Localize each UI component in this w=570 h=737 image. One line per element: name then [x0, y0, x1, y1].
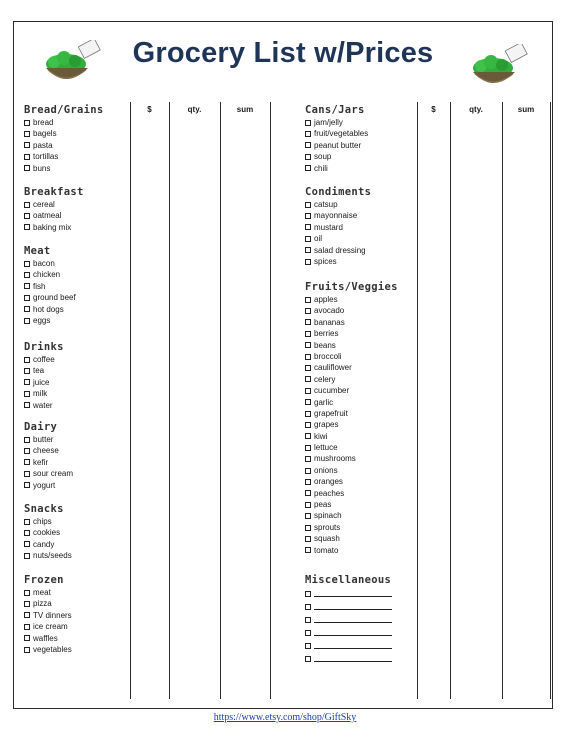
item-label: hot dogs [33, 304, 64, 314]
item-label: avocado [314, 306, 345, 316]
item-label: ice cream [33, 622, 68, 632]
category-section [305, 103, 368, 174]
item-label: oil [314, 234, 323, 244]
item-label: meat [33, 588, 51, 597]
write-in-line[interactable] [314, 622, 392, 623]
item-label: TV dinners [33, 610, 72, 620]
checkbox-icon[interactable] [305, 617, 311, 623]
item-label: bacon [33, 259, 55, 268]
grocery-item[interactable] [305, 117, 368, 128]
checkbox-icon[interactable] [24, 261, 30, 267]
grocery-item[interactable] [24, 644, 72, 655]
checkbox-icon[interactable] [305, 591, 311, 597]
category-heading: Meat [24, 245, 51, 257]
checkbox-icon[interactable] [24, 530, 30, 536]
write-in-line[interactable] [314, 648, 392, 649]
checkbox-icon[interactable] [305, 331, 311, 337]
category-section [24, 340, 64, 411]
grocery-item[interactable] [305, 587, 392, 600]
category-heading: Drinks [24, 341, 64, 353]
grocery-item[interactable] [305, 362, 398, 373]
shop-link[interactable]: https://www.etsy.com/shop/GiftSky [213, 712, 357, 723]
grocery-item[interactable] [24, 539, 72, 550]
item-label: bagels [33, 129, 57, 139]
grocery-item[interactable] [305, 453, 398, 464]
checkbox-icon[interactable] [305, 479, 311, 485]
item-label: soup [314, 152, 332, 162]
item-label: nuts/seeds [33, 551, 72, 561]
checkbox-icon[interactable] [24, 213, 30, 219]
category-section [24, 502, 72, 562]
column-divider [130, 102, 131, 699]
item-label: eggs [33, 315, 51, 325]
grocery-item[interactable] [24, 445, 73, 456]
checkbox-icon[interactable] [24, 612, 30, 618]
checkbox-icon[interactable] [305, 120, 311, 126]
checkbox-icon[interactable] [24, 459, 30, 465]
grocery-item[interactable] [24, 550, 72, 561]
column-divider [450, 102, 451, 699]
grocery-item[interactable] [305, 351, 398, 362]
grocery-item[interactable] [305, 163, 368, 174]
item-label: beans [314, 340, 336, 350]
grocery-item[interactable] [305, 510, 398, 521]
category-section [305, 280, 398, 556]
checkbox-icon[interactable] [305, 236, 311, 242]
checkbox-icon[interactable] [24, 402, 30, 408]
item-label: kefir [33, 457, 49, 467]
checkbox-icon[interactable] [24, 553, 30, 559]
item-label: pasta [33, 140, 53, 150]
sum-header: sum [236, 105, 254, 114]
item-label: baking mix [33, 222, 72, 232]
grocery-item[interactable] [305, 385, 398, 396]
grocery-item[interactable] [24, 151, 103, 162]
checkbox-icon[interactable] [24, 202, 30, 208]
grocery-item[interactable] [24, 354, 64, 365]
checkbox-icon[interactable] [24, 142, 30, 148]
checkbox-icon[interactable] [305, 131, 311, 137]
checkbox-icon[interactable] [305, 456, 311, 462]
item-label: kiwi [314, 431, 328, 441]
item-label: water [33, 400, 53, 410]
item-label: peanut butter [314, 140, 362, 150]
checkbox-icon[interactable] [24, 224, 30, 230]
grocery-item[interactable] [305, 256, 371, 267]
grocery-item[interactable] [305, 626, 392, 639]
grocery-item[interactable] [24, 621, 72, 632]
item-label: spices [314, 256, 337, 266]
grocery-item[interactable] [24, 365, 64, 376]
checkbox-icon[interactable] [24, 379, 30, 385]
item-label: grapefruit [314, 408, 348, 418]
checkbox-icon[interactable] [24, 154, 30, 160]
grocery-item[interactable] [24, 598, 72, 609]
grocery-item[interactable] [305, 199, 371, 210]
checkbox-icon[interactable] [305, 502, 311, 508]
item-label: yogurt [33, 480, 56, 490]
grocery-item[interactable] [305, 222, 371, 233]
checkbox-icon[interactable] [305, 468, 311, 474]
checkbox-icon[interactable] [305, 354, 311, 360]
checkbox-icon[interactable] [305, 202, 311, 208]
checkbox-icon[interactable] [305, 630, 311, 636]
item-label: chips [33, 517, 52, 526]
checkbox-icon[interactable] [24, 590, 30, 596]
item-label: garlic [314, 397, 334, 407]
category-heading: Cans/Jars [305, 104, 365, 116]
column-divider [270, 102, 271, 699]
checkbox-icon[interactable] [24, 624, 30, 630]
item-label: spinach [314, 511, 342, 521]
grocery-item[interactable] [305, 488, 398, 499]
item-label: ground beef [33, 293, 76, 303]
grocery-item[interactable] [305, 522, 398, 533]
checkbox-icon[interactable] [305, 411, 311, 417]
item-label: tortillas [33, 152, 59, 162]
grocery-item[interactable] [24, 388, 64, 399]
item-label: milk [33, 389, 48, 399]
item-label: chili [314, 163, 328, 173]
item-label: mustard [314, 222, 343, 232]
item-label: candy [33, 539, 55, 549]
checkbox-icon[interactable] [24, 519, 30, 525]
item-label: sprouts [314, 522, 341, 532]
category-heading: Fruits/Veggies [305, 281, 398, 293]
category-heading: Snacks [24, 503, 64, 515]
grocery-item[interactable] [24, 400, 64, 411]
item-label: mayonnaise [314, 211, 358, 221]
category-section [24, 103, 103, 174]
item-label: juice [33, 377, 50, 387]
checkbox-icon[interactable] [305, 247, 311, 253]
item-label: lettuce [314, 443, 338, 453]
grocery-item[interactable] [24, 527, 72, 538]
grocery-item[interactable] [305, 317, 398, 328]
grocery-item[interactable] [305, 431, 398, 442]
grocery-item[interactable] [305, 613, 392, 626]
grocery-item[interactable] [305, 408, 398, 419]
item-label: bread [33, 118, 54, 127]
grocery-item[interactable] [305, 419, 398, 430]
checkbox-icon[interactable] [305, 165, 311, 171]
item-label: cheese [33, 446, 59, 456]
write-in-line[interactable] [314, 661, 392, 662]
checkbox-icon[interactable] [24, 357, 30, 363]
grocery-item[interactable] [24, 587, 72, 598]
grocery-item[interactable] [305, 600, 392, 613]
item-label: oranges [314, 477, 343, 487]
grocery-item[interactable] [24, 610, 72, 621]
item-label: celery [314, 374, 336, 384]
checkbox-icon[interactable] [305, 308, 311, 314]
category-heading: Bread/Grains [24, 104, 104, 116]
item-label: vegetables [33, 644, 72, 654]
checkbox-icon[interactable] [24, 283, 30, 289]
item-label: onions [314, 465, 338, 475]
grocery-item[interactable] [305, 340, 398, 351]
item-label: tea [33, 366, 45, 376]
grocery-item[interactable] [305, 294, 398, 305]
grocery-item[interactable] [305, 305, 398, 316]
grocery-item[interactable] [305, 397, 398, 408]
column-divider [220, 102, 221, 699]
checkbox-icon[interactable] [24, 482, 30, 488]
column-divider [550, 102, 551, 699]
grocery-item[interactable] [24, 281, 76, 292]
grocery-item[interactable] [305, 245, 371, 256]
category-heading: Miscellaneous [305, 574, 392, 586]
item-label: buns [33, 163, 51, 173]
checkbox-icon[interactable] [24, 272, 30, 278]
item-label: catsup [314, 200, 338, 209]
item-label: cauliflower [314, 363, 352, 373]
checkbox-icon[interactable] [305, 399, 311, 405]
grocery-item[interactable] [305, 374, 398, 385]
checkbox-icon[interactable] [24, 295, 30, 301]
write-in-line[interactable] [314, 596, 392, 597]
checkbox-icon[interactable] [305, 433, 311, 439]
qty-header: qty. [469, 105, 483, 114]
item-label: cereal [33, 200, 55, 209]
checkbox-icon[interactable] [24, 635, 30, 641]
item-label: cookies [33, 528, 61, 538]
grocery-item[interactable] [24, 516, 72, 527]
write-in-line[interactable] [314, 609, 392, 610]
checkbox-icon[interactable] [305, 536, 311, 542]
item-label: waffles [33, 633, 58, 643]
checkbox-icon[interactable] [305, 365, 311, 371]
grocery-item[interactable] [305, 499, 398, 510]
checkbox-icon[interactable] [24, 448, 30, 454]
item-label: mushrooms [314, 454, 356, 464]
grocery-item[interactable] [24, 457, 73, 468]
checkbox-icon[interactable] [24, 647, 30, 653]
category-section [24, 185, 84, 233]
checkbox-icon[interactable] [24, 120, 30, 126]
grocery-item[interactable] [24, 315, 76, 326]
page-title: Grocery List w/Prices [132, 37, 434, 69]
grocery-item[interactable] [24, 210, 84, 221]
grocery-item[interactable] [24, 434, 73, 445]
grocery-item[interactable] [24, 480, 73, 491]
checkbox-icon[interactable] [305, 525, 311, 531]
item-label: broccoli [314, 351, 342, 361]
item-label: cucumber [314, 386, 350, 396]
grocery-item[interactable] [305, 210, 371, 221]
checkbox-icon[interactable] [305, 547, 311, 553]
grocery-item[interactable] [24, 304, 76, 315]
write-in-line[interactable] [314, 635, 392, 636]
checkbox-icon[interactable] [305, 319, 311, 325]
checkbox-icon[interactable] [305, 259, 311, 265]
checkbox-icon[interactable] [305, 513, 311, 519]
grocery-item[interactable] [305, 128, 368, 139]
item-label: berries [314, 329, 339, 339]
item-label: coffee [33, 355, 55, 364]
item-label: fish [33, 281, 46, 291]
checkbox-icon[interactable] [305, 656, 311, 662]
grocery-item[interactable] [24, 222, 84, 233]
grocery-item[interactable] [24, 468, 73, 479]
item-label: fruit/vegetables [314, 129, 369, 139]
grocery-item[interactable] [305, 545, 398, 556]
grocery-item[interactable] [24, 117, 103, 128]
sum-header: sum [517, 105, 535, 114]
price-header: $ [147, 105, 152, 114]
item-label: apples [314, 295, 338, 304]
category-heading: Dairy [24, 421, 58, 433]
checkbox-icon[interactable] [305, 376, 311, 382]
grocery-item[interactable] [305, 533, 398, 544]
grocery-item[interactable] [24, 163, 103, 174]
grocery-item[interactable] [24, 292, 76, 303]
grocery-item[interactable] [305, 233, 371, 244]
column-divider [502, 102, 503, 699]
item-label: chicken [33, 270, 61, 280]
item-label: bananas [314, 317, 345, 327]
checkbox-icon[interactable] [305, 342, 311, 348]
category-section [305, 573, 392, 665]
checkbox-icon[interactable] [305, 445, 311, 451]
grocery-item[interactable] [24, 377, 64, 388]
grocery-item[interactable] [24, 140, 103, 151]
checkbox-icon[interactable] [24, 165, 30, 171]
category-heading: Condiments [305, 186, 372, 198]
grocery-item[interactable] [305, 140, 368, 151]
grocery-item[interactable] [305, 476, 398, 487]
grocery-item[interactable] [24, 199, 84, 210]
item-label: squash [314, 534, 340, 544]
checkbox-icon[interactable] [305, 224, 311, 230]
category-section [24, 244, 76, 326]
grocery-item[interactable] [305, 652, 392, 665]
checkbox-icon[interactable] [305, 643, 311, 649]
item-label: sour cream [33, 469, 74, 479]
item-label: jam/jelly [314, 118, 343, 127]
grocery-item[interactable] [305, 328, 398, 339]
checkbox-icon[interactable] [24, 471, 30, 477]
checkbox-icon[interactable] [305, 604, 311, 610]
checkbox-icon[interactable] [305, 297, 311, 303]
item-label: salad dressing [314, 245, 366, 255]
grocery-item[interactable] [305, 639, 392, 652]
checkbox-icon[interactable] [305, 422, 311, 428]
column-divider [169, 102, 170, 699]
category-heading: Breakfast [24, 186, 84, 198]
checkbox-icon[interactable] [24, 318, 30, 324]
grocery-item[interactable] [24, 633, 72, 644]
checkbox-icon[interactable] [305, 154, 311, 160]
checkbox-icon[interactable] [24, 601, 30, 607]
checkbox-icon[interactable] [305, 490, 311, 496]
checkbox-icon[interactable] [305, 213, 311, 219]
checkbox-icon[interactable] [305, 142, 311, 148]
price-header: $ [431, 105, 436, 114]
grocery-item[interactable] [24, 128, 103, 139]
grocery-item[interactable] [305, 465, 398, 476]
category-section [24, 573, 72, 655]
category-section [305, 185, 371, 267]
category-heading: Frozen [24, 574, 64, 586]
item-label: butter [33, 435, 54, 444]
checkbox-icon[interactable] [24, 131, 30, 137]
grocery-item[interactable] [24, 258, 76, 269]
grocery-item[interactable] [305, 442, 398, 453]
column-divider [417, 102, 418, 699]
item-label: peaches [314, 488, 345, 498]
checkbox-icon[interactable] [24, 306, 30, 312]
grocery-item[interactable] [305, 151, 368, 162]
checkbox-icon[interactable] [24, 437, 30, 443]
item-label: pizza [33, 599, 52, 609]
checkbox-icon[interactable] [24, 368, 30, 374]
checkbox-icon[interactable] [305, 388, 311, 394]
category-section [24, 420, 73, 491]
item-label: grapes [314, 420, 339, 430]
item-label: oatmeal [33, 211, 62, 221]
item-label: peas [314, 500, 332, 510]
grocery-item[interactable] [24, 269, 76, 280]
qty-header: qty. [187, 105, 202, 114]
item-label: tomato [314, 545, 339, 555]
checkbox-icon[interactable] [24, 541, 30, 547]
checkbox-icon[interactable] [24, 391, 30, 397]
grocery-list-sheet [13, 21, 553, 709]
